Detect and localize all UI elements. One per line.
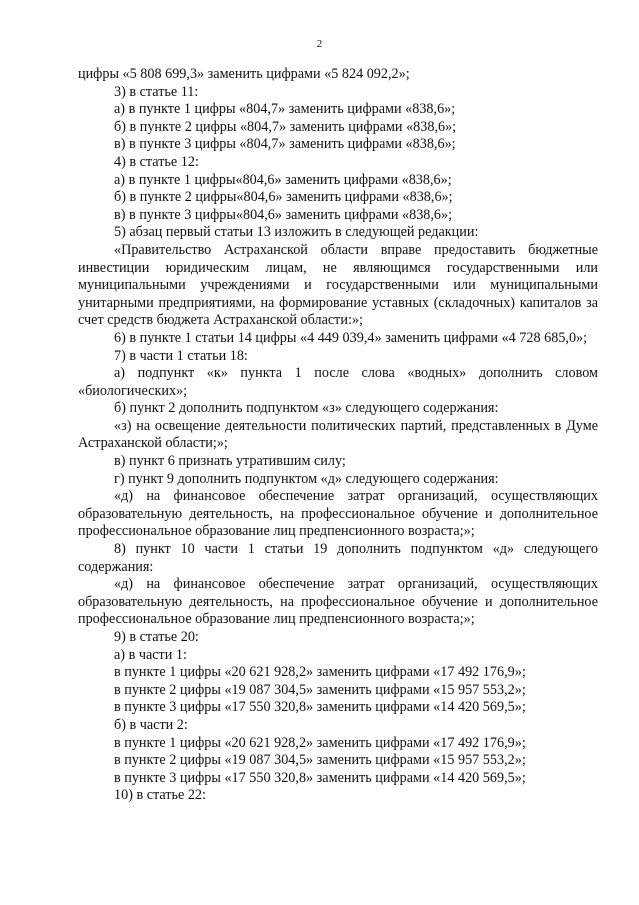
paragraph: в пункте 1 цифры «20 621 928,2» заменить цифрами «17 492 176,9»; xyxy=(114,734,526,751)
paragraph: б) в пункте 2 цифры «804,7» заменить цифрами «838,6»; xyxy=(114,118,457,135)
paragraph: в) в пункте 3 цифры «804,7» заменить цифрами «838,6»; xyxy=(114,136,456,153)
paragraph: а) подпункт «к» пункта 1 после слова «водных» дополнить словом «биологических»; xyxy=(78,365,598,399)
document-body xyxy=(78,66,598,805)
paragraph: в) пункт 6 признать утратившим силу; xyxy=(114,453,346,470)
paragraph: г) пункт 9 дополнить подпунктом «д» следующего содержания: xyxy=(114,470,499,487)
paragraph: а) в пункте 1 цифры«804,6» заменить цифрами «838,6»; xyxy=(114,171,452,188)
paragraph: в пункте 3 цифры «17 550 320,8» заменить цифрами «14 420 569,5»; xyxy=(114,769,526,786)
paragraph: 10) в статье 22: xyxy=(114,787,206,804)
paragraph: б) в пункте 2 цифры«804,6» заменить цифрами «838,6»; xyxy=(114,189,453,206)
paragraph: 6) в пункте 1 статьи 14 цифры «4 449 039,4» заменить цифрами «4 728 685,0»; xyxy=(114,329,588,346)
page-number: 2 xyxy=(316,38,323,50)
paragraph: в пункте 2 цифры «19 087 304,5» заменить цифрами «15 957 553,2»; xyxy=(114,752,526,769)
paragraph: в пункте 3 цифры «17 550 320,8» заменить цифрами «14 420 569,5»; xyxy=(114,699,526,716)
paragraph: 4) в статье 12: xyxy=(114,153,199,170)
paragraph: в пункте 2 цифры «19 087 304,5» заменить цифрами «15 957 553,2»; xyxy=(114,681,526,698)
paragraph: б) в части 2: xyxy=(114,716,188,733)
paragraph: 7) в части 1 статьи 18: xyxy=(114,347,248,364)
paragraph: «д) на финансовое обеспечение затрат организаций, осуществляющих образовательную деятельность, на профессиональное обучение и дополнительное профессиональное образование лиц предпенсионного возраста;»; xyxy=(78,488,598,540)
paragraph: 3) в статье 11: xyxy=(114,83,199,100)
paragraph: б) пункт 2 дополнить подпунктом «з» следующего содержания: xyxy=(114,400,499,417)
paragraph: цифры «5 808 699,3» заменить цифрами «5 824 092,2»; xyxy=(78,66,410,82)
paragraph: «з) на освещение деятельности политических партий, представленных в Думе Астраханской области;»; xyxy=(78,417,598,452)
paragraph: 5) абзац первый статьи 13 изложить в следующей редакции: xyxy=(114,224,479,241)
paragraph: в) в пункте 3 цифры«804,6» заменить цифрами «838,6»; xyxy=(114,206,453,223)
paragraph: 9) в статье 20: xyxy=(114,629,199,645)
paragraph: «д) на финансовое обеспечение затрат организаций, осуществляющих образовательную деятельность, на профессиональное обучение и дополнительное профессиональное образование лиц предпенсионного возраста;»; xyxy=(78,576,598,628)
paragraph: «Правительство Астраханской области вправе предоставить бюджетные инвестиции юридическим лицам, не являющимся государственными или муниципальными учреждениями и государственными или муниципальными унитарными предприятиями, на формирование уставных (складочных) капиталов за счет средств бюджета Астраханской области:»; xyxy=(78,241,598,329)
paragraph: а) в пункте 1 цифры «804,7» заменить цифрами «838,6»; xyxy=(114,101,456,118)
paragraph: в пункте 1 цифры «20 621 928,2» заменить цифрами «17 492 176,9»; xyxy=(114,664,526,681)
paragraph: 8) пункт 10 части 1 статьи 19 дополнить подпунктом «д» следующего содержания: xyxy=(78,541,598,575)
paragraph: а) в части 1: xyxy=(114,646,187,663)
